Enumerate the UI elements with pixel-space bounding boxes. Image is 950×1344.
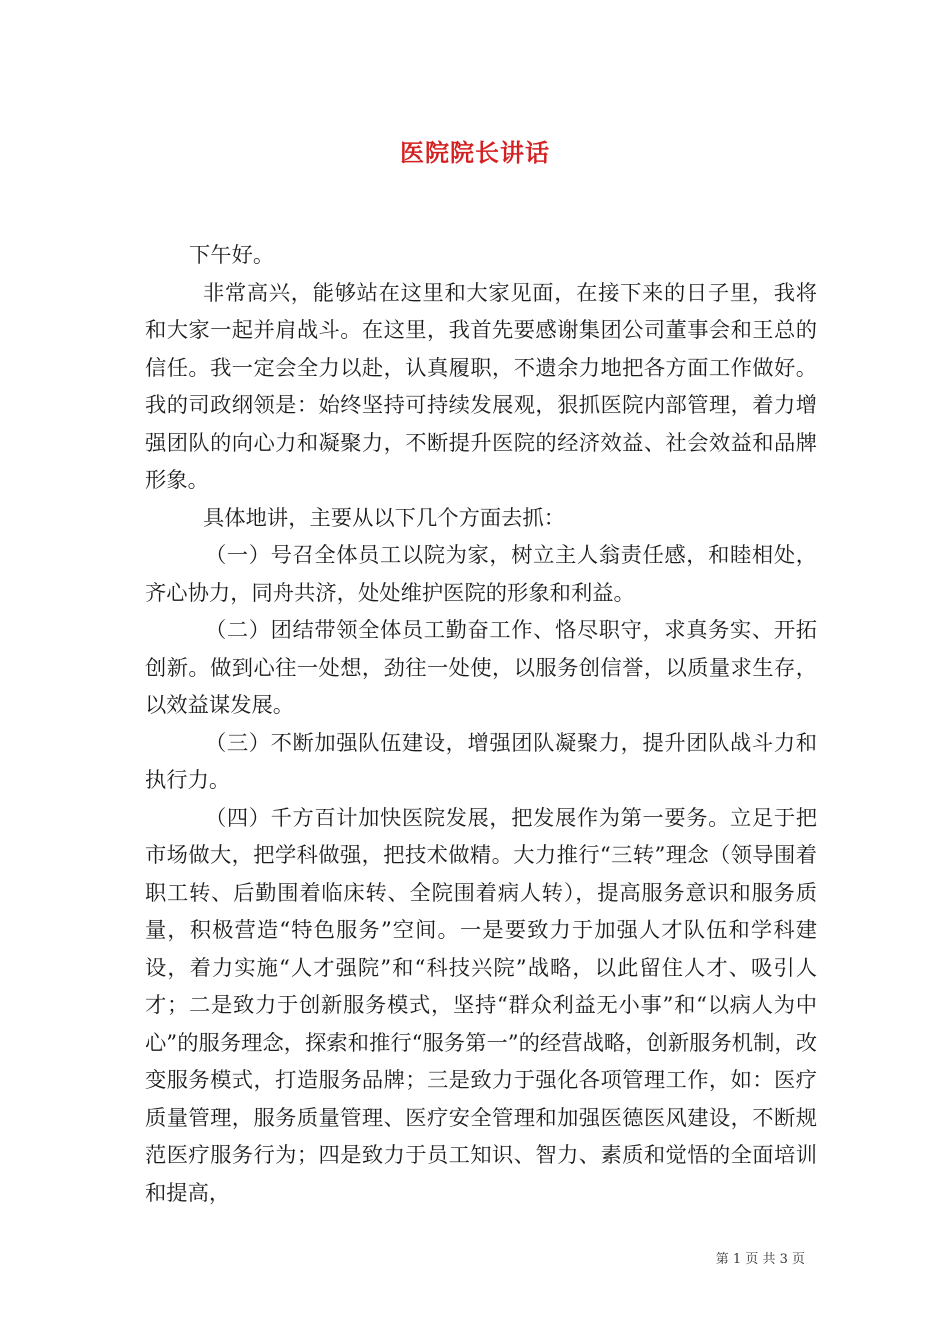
item-2-paragraph: （二）团结带领全体员工勤奋工作、恪尽职守，求真务实、开拓创新。做到心往一处想，劲往一处使，以服务创信誉，以质量求生存，以效益谋发展。 [145, 618, 817, 718]
item-3-paragraph: （三）不断加强队伍建设，增强团队凝聚力，提升团队战斗力和执行力。 [145, 730, 817, 793]
item-4-paragraph: （四）千方百计加快医院发展，把发展作为第一要务。立足于把市场做大，把学科做强，把技术做精。大力推行“三转”理念（领导围着职工转、后勤围着临床转、全院围着病人转），提高服务意识和服务质量，积极营造“特色服务”空间。一是要致力于加强人才队伍和学科建设，着力实施“人才强院”和“科技兴院”战略，以此留住人才、吸引人才；二是致力于创新服务模式，坚持“群众利益无小事”和“以病人为中心”的服务理念，探索和推行“服务第一”的经营战略，创新服务机制，改变服务模式，打造服务品牌；三是致力于强化各项管理工作，如：医疗质量管理，服务质量管理、医疗安全管理和加强医德医风建设，不断规范医疗服务行为；四是致力于员工知识、智力、素质和觉悟的全面培训和提高， [145, 805, 817, 1206]
page-title: 医院院长讲话 [400, 138, 550, 167]
greeting-paragraph: 下午好。 [189, 243, 275, 268]
intro-paragraph: 非常高兴，能够站在这里和大家见面，在接下来的日子里，我将和大家一起并肩战斗。在这里，我首先要感谢集团公司董事会和王总的信任。我一定会全力以赴，认真履职，不遗余力地把各方面工作做好。我的司政纲领是：始终坚持可持续发展观，狠抓医院内部管理，着力增强团队的向心力和凝聚力，不断提升医院的经济效益、社会效益和品牌形象。 [145, 280, 817, 493]
outline-paragraph: 具体地讲，主要从以下几个方面去抓： [203, 505, 566, 531]
item-1-paragraph: （一）号召全体员工以院为家，树立主人翁责任感，和睦相处，齐心协力，同舟共济，处处维护医院的形象和利益。 [145, 543, 817, 606]
document-body [145, 237, 817, 1212]
page-number: 第 1 页 共 3 页 [715, 1252, 805, 1267]
